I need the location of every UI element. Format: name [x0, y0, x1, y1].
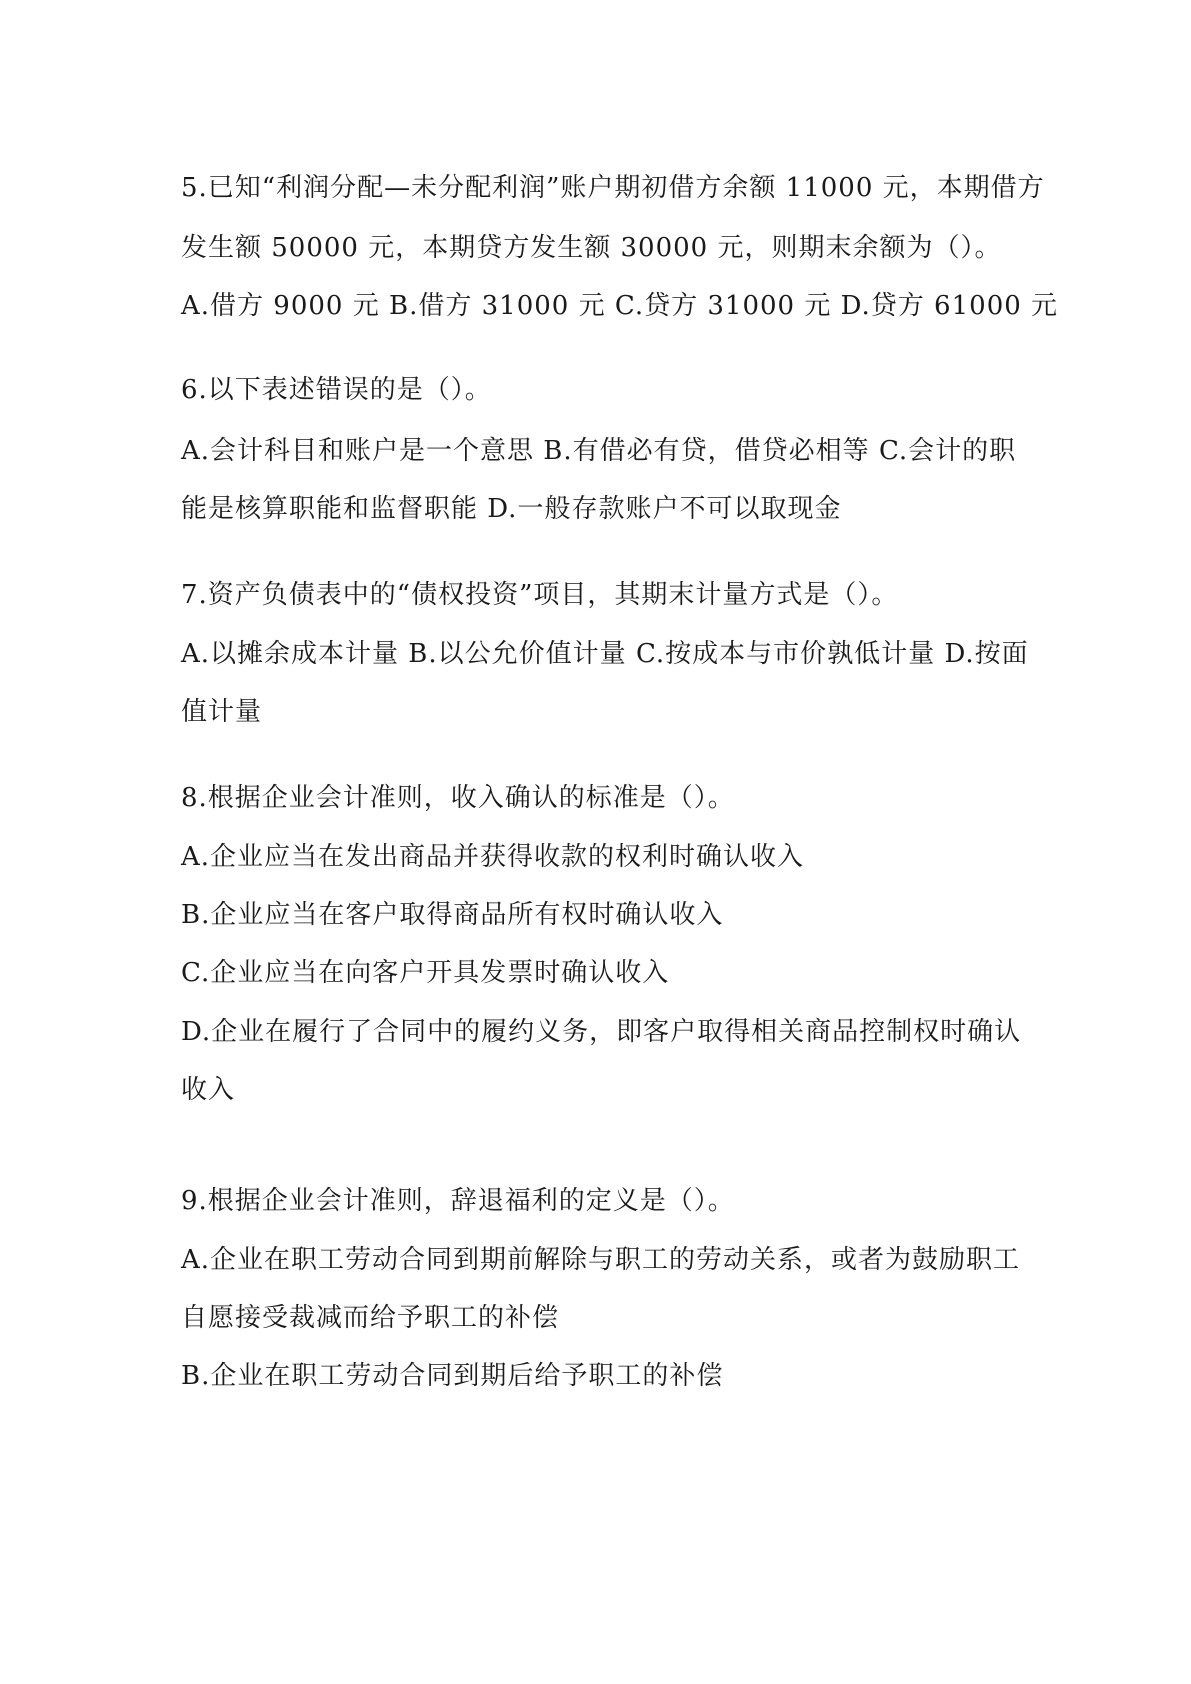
question-7-stem: 7.资产负债表中的“债权投资”项目，其期末计量方式是（）。 [181, 580, 899, 610]
question-6-options-line-1: A.会计科目和账户是一个意思 B.有借必有贷，借贷必相等 C.会计的职 [181, 436, 1017, 466]
question-9-stem: 9.根据企业会计准则，辞退福利的定义是（）。 [181, 1186, 735, 1216]
question-5-line-1: 5.已知“利润分配—未分配利润”账户期初借方余额 11000 元，本期借方 [181, 173, 1045, 203]
question-7-options-line-1: A.以摊余成本计量 B.以公允价值计量 C.按成本与市价孰低计量 D.按面 [181, 639, 1029, 669]
question-9-option-a-line-1: A.企业在职工劳动合同到期前解除与职工的劳动关系，或者为鼓励职工 [181, 1245, 1021, 1275]
question-9-option-b: B.企业在职工劳动合同到期后给予职工的补偿 [181, 1361, 724, 1391]
question-5-line-2: 发生额 50000 元，本期贷方发生额 30000 元，则期末余额为（）。 [181, 233, 1002, 263]
question-9-option-a-line-2: 自愿接受裁减而给予职工的补偿 [181, 1303, 560, 1333]
question-8-option-d-line-2: 收入 [181, 1075, 236, 1105]
question-7-options-line-2: 值计量 [181, 697, 263, 727]
question-8-option-a: A.企业应当在发出商品并获得收款的权利时确认收入 [181, 842, 805, 872]
question-8-option-b: B.企业应当在客户取得商品所有权时确认收入 [181, 900, 724, 930]
question-8-stem: 8.根据企业会计准则，收入确认的标准是（）。 [181, 783, 735, 813]
question-6-stem: 6.以下表述错误的是（）。 [181, 375, 492, 405]
question-5-options: A.借方 9000 元 B.借方 31000 元 C.贷方 31000 元 D.贷方 61000 元 [181, 291, 1059, 321]
question-8-option-d-line-1: D.企业在履行了合同中的履约义务，即客户取得相关商品控制权时确认 [181, 1017, 1022, 1047]
question-6-options-line-2: 能是核算职能和监督职能 D.一般存款账户不可以取现金 [181, 494, 842, 524]
question-8-option-c: C.企业应当在向客户开具发票时确认收入 [181, 958, 670, 988]
